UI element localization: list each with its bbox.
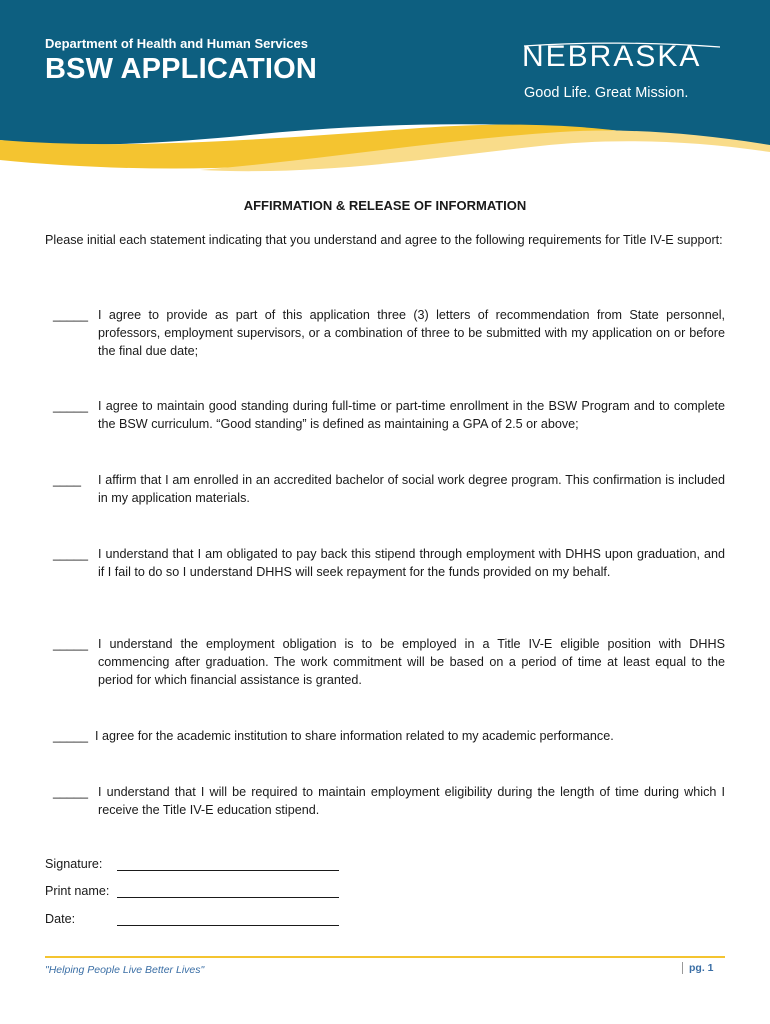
- initial-blank[interactable]: _____: [53, 637, 89, 651]
- logo-tagline: Good Life. Great Mission.: [524, 85, 689, 101]
- initial-blank[interactable]: _____: [53, 308, 89, 322]
- department-name: Department of Health and Human Services: [45, 36, 308, 51]
- section-title: AFFIRMATION & RELEASE OF INFORMATION: [243, 198, 527, 213]
- signature-row: [45, 857, 102, 871]
- print-name-row: [45, 884, 109, 898]
- logo-wordmark: NEBRASKA: [522, 40, 702, 73]
- initial-blank[interactable]: ____: [53, 473, 82, 487]
- logo-swoosh-icon: [522, 40, 722, 50]
- statement-text: I affirm that I am enrolled in an accredited bachelor of social work degree program. This confirmation is included in my application materials.: [98, 473, 725, 505]
- statement-1: [53, 306, 725, 360]
- statement-text: I understand that I will be required to maintain employment eligibility during the length of time during which I receive the Title IV-E education stipend.: [98, 785, 725, 817]
- application-title: BSW APPLICATION: [45, 53, 318, 85]
- footer-slogan: "Helping People Live Better Lives": [45, 964, 205, 976]
- signature-label: Signature:: [45, 857, 103, 871]
- header-banner: [0, 0, 770, 185]
- print-name-line[interactable]: [117, 897, 339, 898]
- signature-line[interactable]: [117, 870, 339, 871]
- intro-paragraph: Please initial each statement indicating that you understand and agree to the following requirements for Title IV-E support:: [45, 233, 723, 247]
- statement-text: I agree to maintain good standing during full-time or part-time enrollment in the BSW Program and to complete the BSW curriculum. “Good standing” is defined as maintaining a GPA of 2.5 or above;: [98, 399, 725, 431]
- statement-text: I understand that I am obligated to pay back this stipend through employment with DHHS upon graduation, and if I fail to do so I understand DHHS will seek repayment for the funds provided on my behalf.: [98, 547, 725, 579]
- statement-4: [53, 545, 725, 581]
- statement-text: I agree to provide as part of this application three (3) letters of recommendation from State personnel, professors, employment supervisors, or a combination of three to be submitted with my application on or before the final due date;: [98, 308, 725, 358]
- initial-blank[interactable]: _____: [53, 399, 89, 413]
- statement-text: I understand the employment obligation is to be employed in a Title IV-E eligible position with DHHS commencing after graduation. The work commitment will be based on a period of time at least equal to the period for which financial assistance is granted.: [98, 637, 725, 687]
- date-label: Date:: [45, 912, 76, 926]
- footer-divider: [45, 956, 725, 958]
- statement-5: [53, 635, 725, 689]
- date-row: [45, 912, 75, 926]
- statement-6: [53, 727, 725, 745]
- date-line[interactable]: [117, 925, 339, 926]
- nebraska-logo: [522, 40, 732, 106]
- statement-3: [53, 471, 725, 507]
- initial-blank[interactable]: _____: [53, 547, 89, 561]
- initial-blank[interactable]: _____: [53, 785, 89, 799]
- print-name-label: Print name:: [45, 884, 110, 898]
- statement-text: I agree for the academic institution to share information related to my academic performance.: [95, 729, 614, 743]
- statement-2: [53, 397, 725, 433]
- initial-blank[interactable]: _____: [53, 729, 89, 743]
- statement-7: [53, 783, 725, 819]
- page-number: pg. 1: [682, 962, 714, 974]
